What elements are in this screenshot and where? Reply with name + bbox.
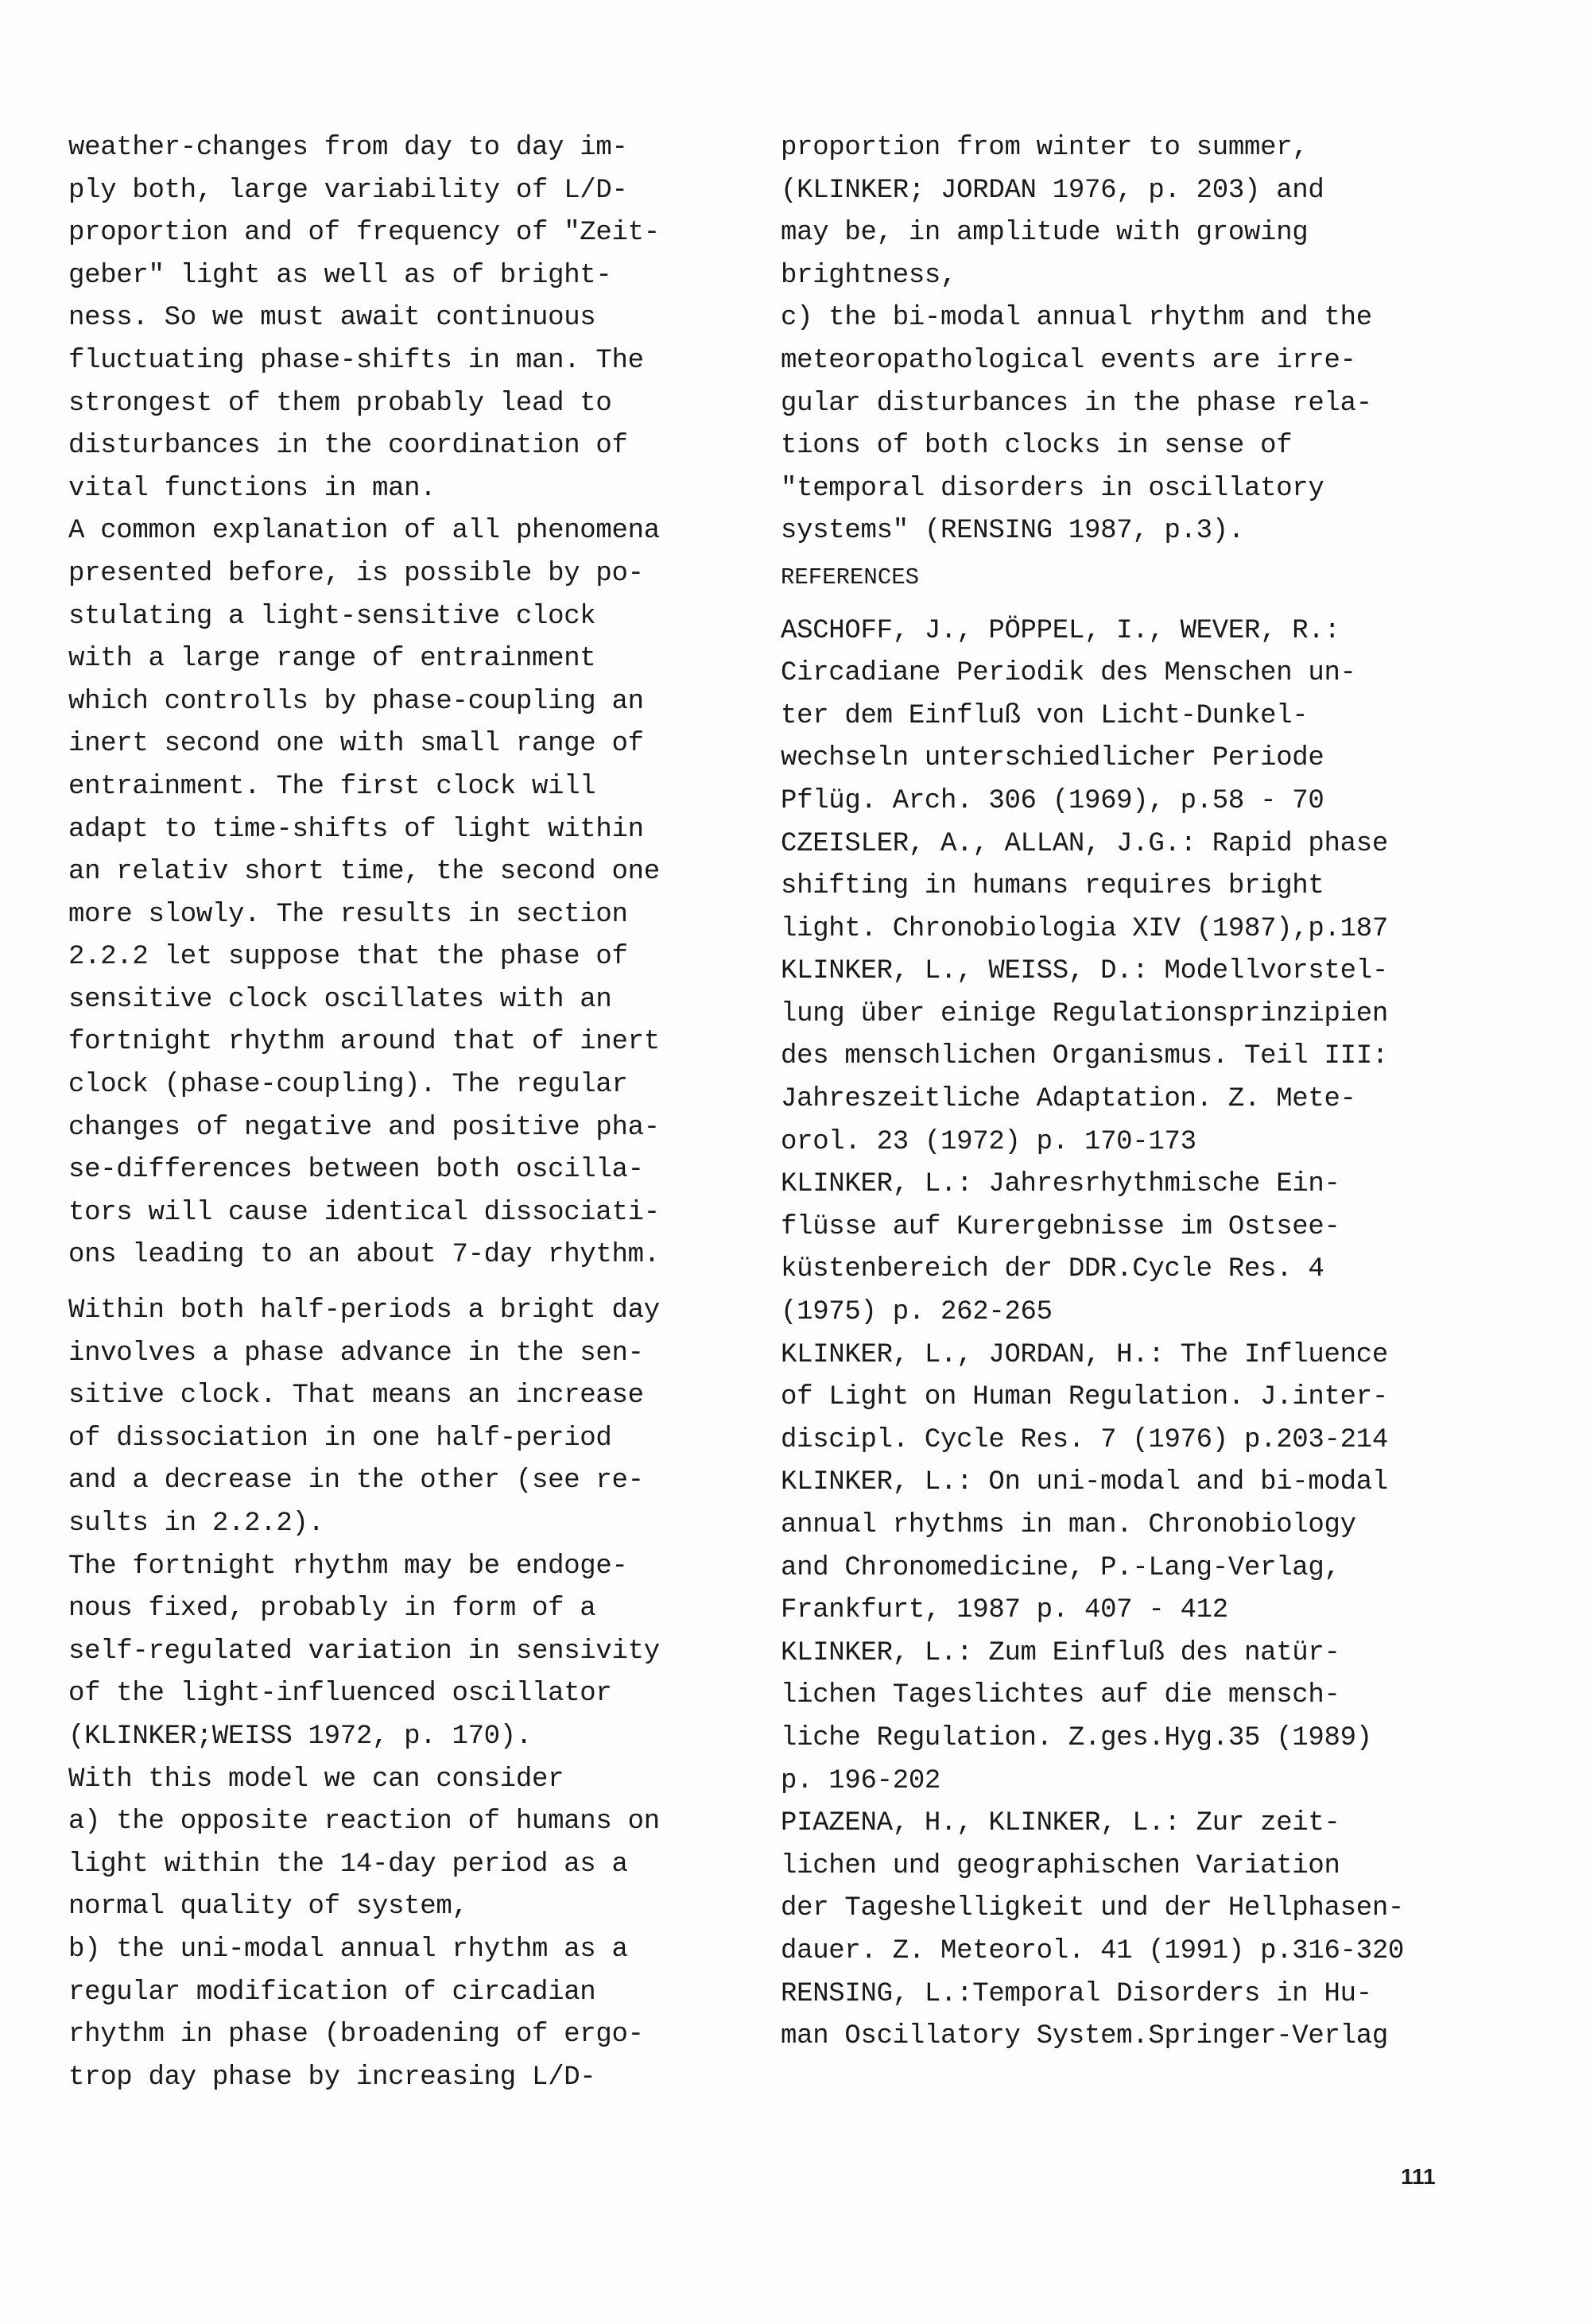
text-line: se-differences between both oscilla- [68,1155,644,1186]
text-line: sults in 2.2.2). [68,1509,324,1539]
left-column [68,127,728,2099]
text-line: which controlls by phase-coupling an [68,686,644,717]
text-line: (KLINKER;WEISS 1972, p. 170). [68,1721,532,1752]
text-line: proportion and of frequency of "Zeit- [68,218,660,249]
text-line: entrainment. The first clock will [68,771,596,802]
paragraph-gap [68,1277,728,1290]
text-line: weather-changes from day to day im- [68,133,628,163]
text-line: changes of negative and positive pha- [68,1112,660,1143]
text-line: inert second one with small range of [68,729,644,760]
reference-line: KLINKER, L.: On uni-modal and bi-modal [781,1467,1388,1498]
reference-line: KLINKER, L.: Jahresrhythmische Ein- [781,1169,1340,1200]
right-intro [781,127,1480,553]
reference-line: ASCHOFF, J., PÖPPEL, I., WEVER, R.: [781,615,1340,646]
text-line: (KLINKER; JORDAN 1976, p. 203) and [781,175,1324,206]
reference-line: liche Regulation. Z.ges.Hyg.35 (1989) [781,1722,1372,1753]
reference-line: orol. 23 (1972) p. 170-173 [781,1126,1196,1157]
text-line: fortnight rhythm around that of inert [68,1027,660,1058]
text-line: normal quality of system, [68,1892,468,1923]
text-line: 2.2.2 let suppose that the phase of [68,942,628,973]
text-line: fluctuating phase-shifts in man. The [68,345,644,376]
reference-line: flüsse auf Kurergebnisse im Ostsee- [781,1211,1340,1242]
reference-line: shifting in humans requires bright [781,871,1324,902]
reference-line: Pflüg. Arch. 306 (1969), p.58 - 70 [781,785,1324,816]
text-line: ons leading to an about 7-day rhythm. [68,1240,660,1271]
text-line: c) the bi-modal annual rhythm and the [781,303,1372,334]
text-line: sensitive clock oscillates with an [68,984,612,1015]
text-line: A common explanation of all phenomena [68,516,660,547]
text-line: ply both, large variability of L/D- [68,175,628,206]
reference-line: Jahreszeitliche Adaptation. Z. Mete- [781,1084,1356,1115]
reference-line: p. 196-202 [781,1765,941,1796]
text-line: more slowly. The results in section [68,899,628,930]
text-line: gular disturbances in the phase rela- [781,388,1372,419]
left-paragraph-1 [68,127,728,1277]
reference-line: discipl. Cycle Res. 7 (1976) p.203-214 [781,1424,1388,1455]
text-line: with a large range of entrainment [68,644,596,675]
text-line: With this model we can consider [68,1764,564,1795]
text-line: strongest of them probably lead to [68,388,612,419]
text-line: of dissociation in one half-period [68,1423,612,1454]
text-line: sitive clock. That means an increase [68,1381,644,1412]
reference-line: Circadiane Periodik des Menschen un- [781,658,1356,689]
text-line: proportion from winter to summer, [781,133,1309,163]
references-list [781,610,1480,2059]
reference-line: PIAZENA, H., KLINKER, L.: Zur zeit- [781,1808,1340,1839]
reference-line: wechseln unterschiedlicher Periode [781,743,1324,774]
text-line: adapt to time-shifts of light within [68,814,644,845]
reference-line: dauer. Z. Meteorol. 41 (1991) p.316-320 [781,1935,1405,1966]
right-column [781,127,1480,2059]
text-line: involves a phase advance in the sen- [68,1338,644,1369]
text-line: vital functions in man. [68,473,436,504]
text-line: "temporal disorders in oscillatory [781,473,1324,504]
reference-line: küstenbereich der DDR.Cycle Res. 4 [781,1254,1324,1285]
reference-line: lung über einige Regulationsprinzipien [781,998,1388,1029]
text-line: stulating a light-sensitive clock [68,601,596,632]
text-line: meteoropathological events are irre- [781,345,1356,376]
reference-line: lichen Tageslichtes auf die mensch- [781,1680,1340,1711]
reference-line: Frankfurt, 1987 p. 407 - 412 [781,1595,1228,1626]
reference-line: of Light on Human Regulation. J.inter- [781,1382,1388,1413]
text-line: a) the opposite reaction of humans on [68,1807,660,1838]
reference-line: annual rhythms in man. Chronobiology [781,1510,1356,1540]
reference-line: KLINKER, L., WEISS, D.: Modellvorstel- [781,956,1388,987]
text-line: regular modification of circadian [68,1977,596,2008]
text-line: clock (phase-coupling). The regular [68,1070,628,1101]
references-heading: REFERENCES [781,564,920,591]
reference-line: KLINKER, L., JORDAN, H.: The Influence [781,1339,1388,1370]
text-line: geber" light as well as of bright- [68,260,612,291]
reference-line: RENSING, L.:Temporal Disorders in Hu- [781,1978,1372,2009]
reference-line: des menschlichen Organismus. Teil III: [781,1041,1388,1072]
text-line: trop day phase by increasing L/D- [68,2062,596,2093]
text-line: may be, in amplitude with growing [781,218,1309,249]
text-line: systems" (RENSING 1987, p.3). [781,516,1244,547]
text-line: tors will cause identical dissociati- [68,1197,660,1228]
text-line: Within both half-periods a bright day [68,1296,660,1327]
text-line: of the light-influenced oscillator [68,1679,612,1710]
reference-line: man Oscillatory System.Springer-Verlag [781,2021,1388,2052]
reference-line: light. Chronobiologia XIV (1987),p.187 [781,913,1388,944]
text-line: b) the uni-modal annual rhythm as a [68,1934,628,1965]
text-line: rhythm in phase (broadening of ergo- [68,2020,644,2051]
text-line: self-regulated variation in sensivity [68,1636,660,1667]
reference-line: CZEISLER, A., ALLAN, J.G.: Rapid phase [781,828,1388,859]
reference-line: and Chronomedicine, P.-Lang-Verlag, [781,1552,1340,1583]
text-line: and a decrease in the other (see re- [68,1466,644,1497]
text-line: The fortnight rhythm may be endoge- [68,1551,628,1582]
reference-line: KLINKER, L.: Zum Einfluß des natür- [781,1637,1340,1668]
reference-line: ter dem Einfluß von Licht-Dunkel- [781,700,1309,731]
text-line: light within the 14-day period as a [68,1849,628,1880]
text-line: nous fixed, probably in form of a [68,1594,596,1625]
text-line: presented before, is possible by po- [68,558,644,589]
text-line: an relativ short time, the second one [68,857,660,888]
text-line: ness. So we must await continuous [68,303,596,334]
page-number: 111 [1401,2164,1436,2189]
reference-line: (1975) p. 262-265 [781,1297,1053,1328]
text-line: tions of both clocks in sense of [781,431,1293,462]
reference-line: lichen und geographischen Variation [781,1850,1340,1881]
left-paragraph-2 [68,1290,728,2099]
reference-line: der Tageshelligkeit und der Hellphasen- [781,1893,1405,1924]
text-line: disturbances in the coordination of [68,431,628,462]
text-line: brightness, [781,260,957,291]
